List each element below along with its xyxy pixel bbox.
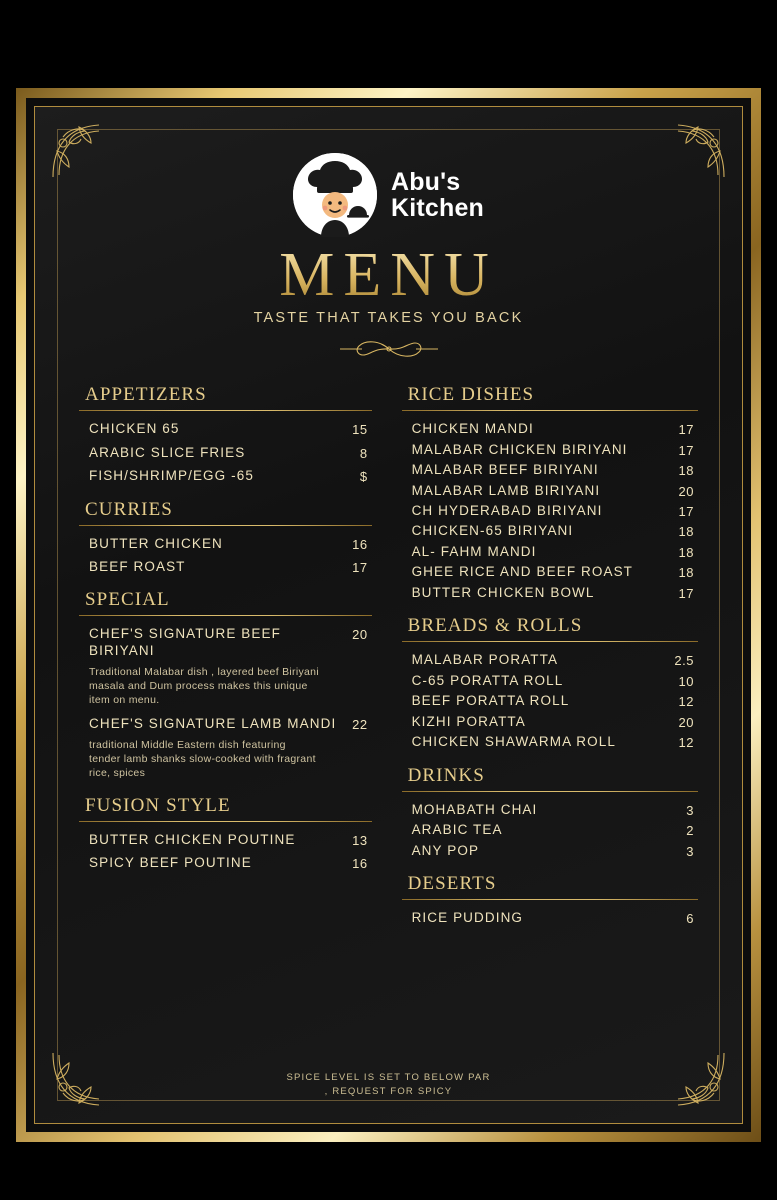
menu-item xyxy=(412,652,694,668)
item-price: 17 xyxy=(678,585,694,601)
section-title: APPETIZERS xyxy=(85,384,207,406)
section-rule xyxy=(79,525,372,526)
item-price: 20 xyxy=(678,483,694,499)
section-appetizers xyxy=(79,384,372,484)
brand-name-line2: Kitchen xyxy=(390,194,485,222)
item-price: 18 xyxy=(678,463,694,479)
item-name: CHICKEN-65 BIRIYANI xyxy=(411,523,574,539)
section-breads-and-rolls xyxy=(402,615,698,750)
item-price: 17 xyxy=(678,422,694,438)
item-name: GHEE RICE AND BEEF ROAST xyxy=(411,564,634,580)
menu-item xyxy=(89,536,368,552)
menu-item xyxy=(412,585,694,601)
section-items xyxy=(402,652,698,750)
section-items xyxy=(79,832,372,872)
frame-inner xyxy=(26,98,751,1132)
menu-item xyxy=(89,559,368,575)
tagline: TASTE THAT TAKES YOU BACK xyxy=(253,310,524,327)
menu-item xyxy=(412,822,694,838)
footer-note xyxy=(35,1071,742,1100)
item-name: SPICY BEEF POUTINE xyxy=(89,855,252,871)
item-price: 10 xyxy=(678,673,694,689)
item-price: 16 xyxy=(352,536,368,552)
menu-item xyxy=(412,564,694,580)
brand-name xyxy=(391,169,484,222)
menu-item xyxy=(412,910,694,926)
section-drinks xyxy=(402,765,698,859)
menu-columns xyxy=(35,362,742,940)
item-price: $ xyxy=(359,469,368,485)
section-title: DRINKS xyxy=(407,764,485,786)
item-price: 8 xyxy=(359,445,368,461)
section-deserts xyxy=(402,873,698,926)
item-price: 3 xyxy=(686,843,694,859)
item-price: 12 xyxy=(678,694,694,710)
item-name: BUTTER CHICKEN xyxy=(89,535,223,551)
item-name: C-65 PORATTA ROLL xyxy=(411,672,564,688)
page-title: MENU xyxy=(35,243,742,308)
menu-item xyxy=(89,832,368,848)
item-name: MALABAR PORATTA xyxy=(411,652,559,668)
menu-item xyxy=(412,673,694,689)
menu-item xyxy=(89,421,368,437)
menu-item xyxy=(89,716,368,732)
item-price: 22 xyxy=(352,716,368,732)
item-name: CHICKEN SHAWARMA ROLL xyxy=(411,734,616,750)
item-price: 17 xyxy=(678,503,694,519)
section-rice-dishes xyxy=(402,384,698,601)
gold-border-frame xyxy=(16,88,761,1142)
menu-item xyxy=(89,626,368,659)
section-curries xyxy=(79,499,372,576)
item-price: 2.5 xyxy=(674,653,694,669)
menu-item xyxy=(412,483,694,499)
item-name: ARABIC SLICE FRIES xyxy=(89,444,246,460)
item-price: 17 xyxy=(678,442,694,458)
item-description: traditional Middle Eastern dish featuring tender lamb shanks slow-cooked with fragrant rice, spices xyxy=(89,739,316,780)
item-price: 18 xyxy=(678,565,694,581)
item-name: BEEF PORATTA ROLL xyxy=(411,693,570,709)
item-name: ANY POP xyxy=(411,842,480,858)
item-name: KIZHI PORATTA xyxy=(411,713,526,729)
item-name: CHEF'S SIGNATURE LAMB MANDI xyxy=(89,715,337,731)
menu-item xyxy=(412,802,694,818)
menu-item xyxy=(412,462,694,478)
item-price: 15 xyxy=(352,422,368,438)
item-name: MALABAR BEEF BIRIYANI xyxy=(411,462,599,478)
item-name: MOHABATH CHAI xyxy=(411,801,538,817)
item-name: BUTTER CHICKEN POUTINE xyxy=(89,832,296,847)
section-fusion-style xyxy=(79,795,372,872)
menu-item xyxy=(412,544,694,560)
menu-item xyxy=(412,442,694,458)
menu-item xyxy=(89,855,368,871)
item-name: BEEF ROAST xyxy=(89,558,186,574)
section-title: DESERTS xyxy=(407,873,497,895)
item-price: 16 xyxy=(352,856,368,872)
item-name: RICE PUDDING xyxy=(411,910,524,926)
section-rule xyxy=(79,821,372,822)
section-items xyxy=(402,910,698,926)
section-items xyxy=(79,626,372,781)
right-column xyxy=(402,384,698,940)
section-special xyxy=(79,589,372,781)
item-name: ARABIC TEA xyxy=(411,822,503,838)
item-price: 3 xyxy=(686,802,694,818)
item-name: FISH/SHRIMP/EGG -65 xyxy=(89,468,254,484)
section-items xyxy=(79,421,372,484)
item-description: Traditional Malabar dish , layered beef Biriyani masala and Dum process makes this unique item on menu. xyxy=(89,666,319,707)
item-name: CH HYDERABAD BIRIYANI xyxy=(411,502,603,518)
menu-item xyxy=(412,503,694,519)
section-items xyxy=(79,536,372,576)
section-rule xyxy=(402,410,698,411)
ornament-divider-icon xyxy=(314,336,464,362)
footer-note-line1: SPICE LEVEL IS SET TO BELOW PAR xyxy=(286,1071,491,1083)
section-title: CURRIES xyxy=(85,498,173,520)
section-rule xyxy=(79,410,372,411)
section-items xyxy=(402,421,698,601)
chef-logo-icon xyxy=(293,153,377,237)
left-column xyxy=(79,384,376,940)
menu-item xyxy=(412,693,694,709)
item-price: 18 xyxy=(678,544,694,560)
item-price: 17 xyxy=(352,559,368,575)
section-rule xyxy=(402,641,698,642)
item-price: 2 xyxy=(686,823,694,839)
brand-name-line1: Abu's xyxy=(390,167,461,196)
brand-lockup xyxy=(35,153,742,237)
item-name: MALABAR LAMB BIRIYANI xyxy=(411,482,601,498)
item-name: AL- FAHM MANDI xyxy=(411,543,537,559)
menu-item xyxy=(89,468,368,484)
section-items xyxy=(402,802,698,859)
menu-item xyxy=(89,445,368,461)
section-rule xyxy=(402,899,698,900)
menu-item xyxy=(412,734,694,750)
section-rule xyxy=(402,791,698,792)
item-name: CHICKEN 65 xyxy=(89,421,180,437)
item-price: 20 xyxy=(678,714,694,730)
menu-item xyxy=(412,421,694,437)
menu-board xyxy=(34,106,743,1124)
menu-item xyxy=(412,714,694,730)
item-price: 13 xyxy=(352,833,368,848)
section-title: SPECIAL xyxy=(85,589,170,611)
menu-item xyxy=(412,523,694,539)
item-price: 18 xyxy=(678,524,694,540)
menu-header xyxy=(35,107,742,362)
item-name: CHICKEN MANDI xyxy=(411,421,534,437)
item-name: CHEF'S SIGNATURE BEEF BIRIYANI xyxy=(89,626,281,658)
section-title: BREADS & ROLLS xyxy=(407,615,583,637)
item-price: 12 xyxy=(678,735,694,751)
item-name: BUTTER CHICKEN BOWL xyxy=(411,584,595,600)
item-price: 20 xyxy=(352,627,368,643)
section-title: FUSION STYLE xyxy=(85,795,231,816)
menu-item xyxy=(412,843,694,859)
item-price: 6 xyxy=(686,911,694,927)
footer-note-line2: , REQUEST FOR SPICY xyxy=(324,1085,453,1097)
section-rule xyxy=(79,615,372,616)
section-title: RICE DISHES xyxy=(407,384,535,406)
item-name: MALABAR CHICKEN BIRIYANI xyxy=(411,441,628,457)
